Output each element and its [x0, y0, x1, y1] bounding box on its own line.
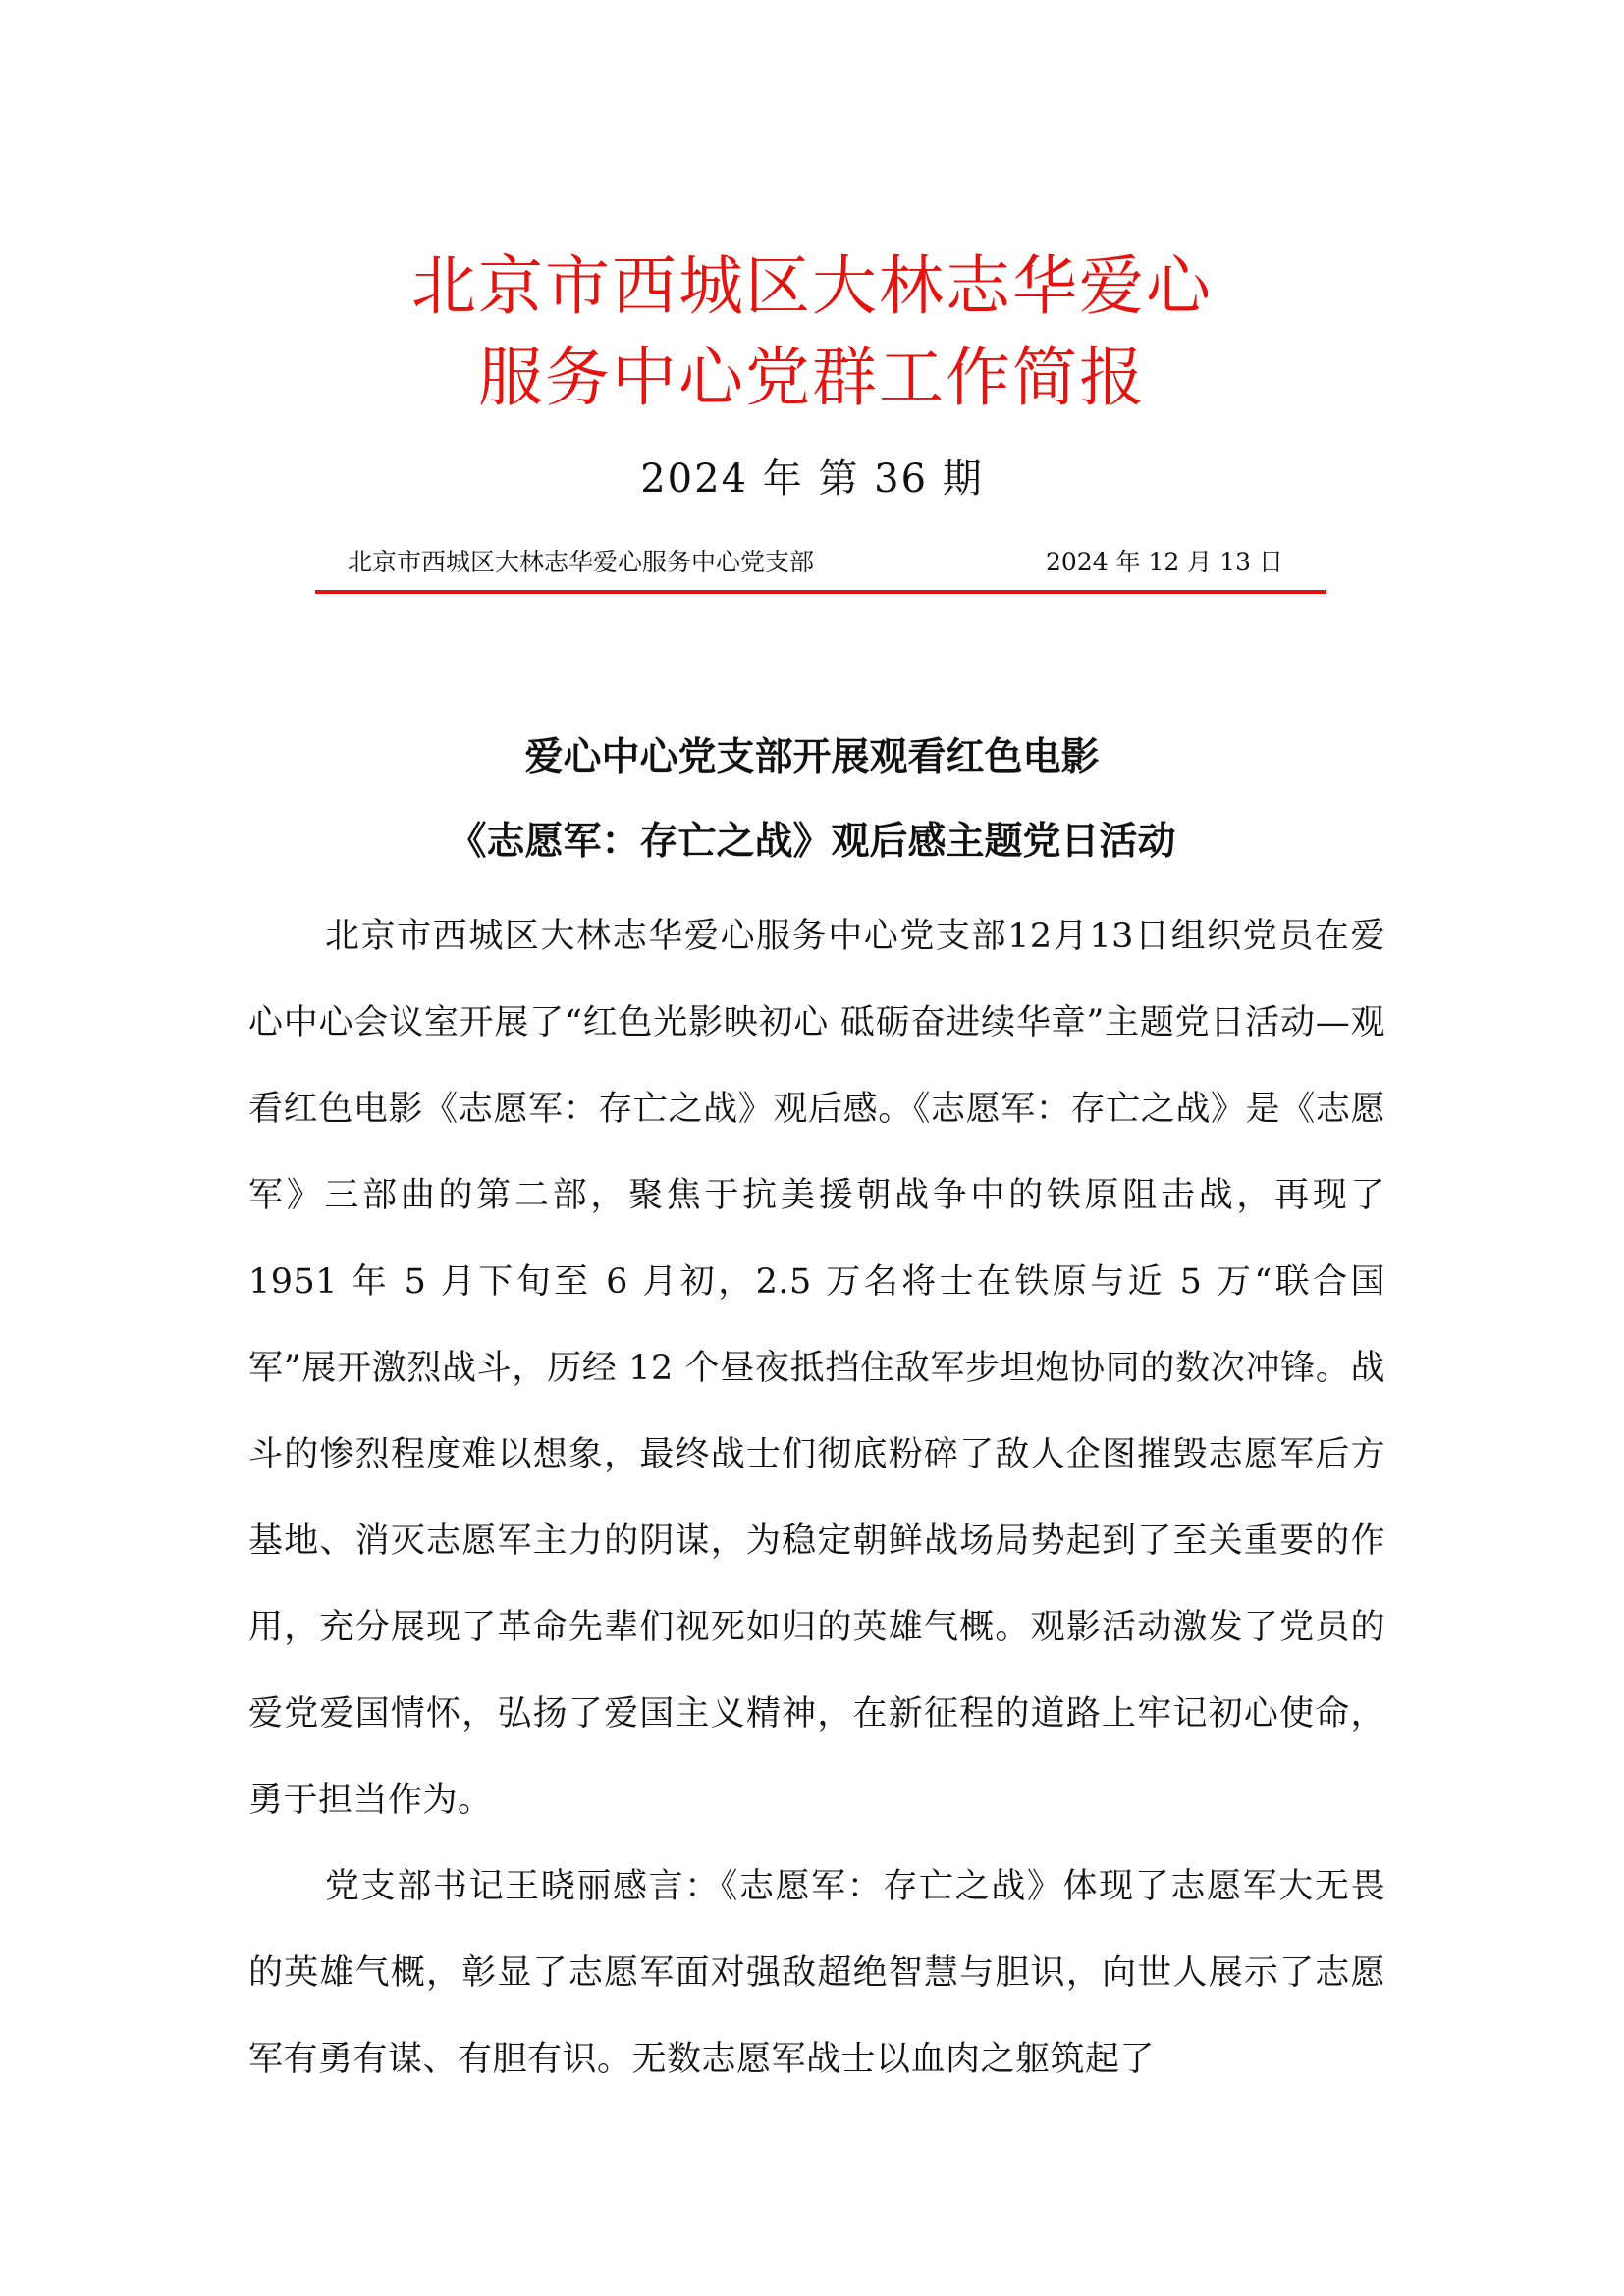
issuer-name: 北京市西城区大林志华爱心服务中心党支部: [348, 548, 815, 576]
bulletin-title-line-2: 服务中心党群工作简报: [478, 340, 1146, 415]
article-paragraph-2: 党支部书记王晓丽感言：《志愿军：存亡之战》体现了志愿军大无畏的英雄气概，彰显了志愿军面对强敌超绝智慧与胆识，向世人展示了志愿军有勇有谋、有胆有识。无数志愿军战士以血肉之躯筑起了: [248, 1867, 1385, 2079]
article-title-line-2: 《志愿军：存亡之战》观后感主题党日活动: [448, 820, 1176, 864]
bulletin-title-line-1: 北京市西城区大林志华爱心: [411, 248, 1213, 324]
issue-number: 2024 年 第 36 期: [640, 456, 984, 502]
issue-date: 2024 年 12 月 13 日: [1046, 548, 1283, 576]
article-body: [248, 893, 1385, 2103]
header-divider: [315, 590, 1326, 594]
article-title-line-1: 爱心中心党支部开展观看红色电影: [524, 735, 1100, 779]
article-paragraph-1: 北京市西城区大林志华爱心服务中心党支部12月13日组织党员在爱心中心会议室开展了“红色光影映初心 砥砺奋进续华章”主题党日活动—观看红色电影《志愿军：存亡之战》观后感。《志愿军：存亡之战》是《志愿军》三部曲的第二部，聚焦于抗美援朝战争中的铁原阻击战，再现了 1951 年 5 月下旬至 6 月初，2.5 万名将士在铁原与近 5 万“联合国军”展开激烈战斗，历经 12 个昼夜抵挡住敌军步坦炮协同的数次冲锋。战斗的惨烈程度难以想象，最终战士们彻底粉碎了敌人企图摧毁志愿军后方基地、消灭志愿军主力的阴谋，为稳定朝鲜战场局势起到了至关重要的作用，充分展现了革命先辈们视死如归的英雄气概。观影活动激发了党员的爱党爱国情怀，弘扬了爱国主义精神，在新征程的道路上牢记初心使命，勇于担当作为。: [248, 917, 1385, 1820]
